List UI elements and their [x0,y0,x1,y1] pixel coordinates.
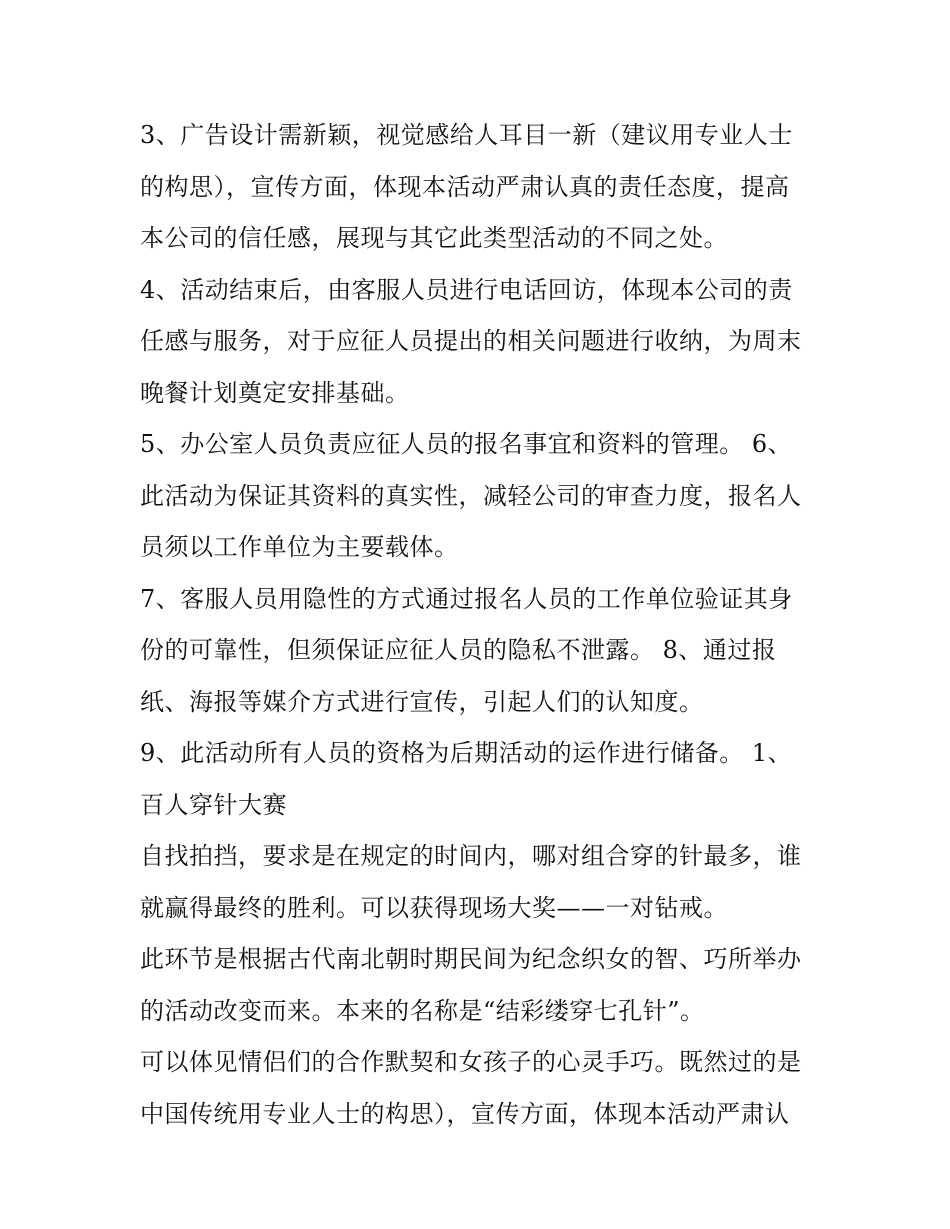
text-line: 此环节是根据古代南北朝时期民间为纪念织女的智、巧所举办 [140,945,802,973]
text-line: 纸、海报等媒介方式进行宣传，引起人们的认知度。 [140,687,704,716]
text-line: 中国传统用专业人士的构思），宣传方面，体现本活动严肃认 [140,1099,790,1128]
text-line: 员须以工作单位为主要载体。 [140,533,459,561]
text-line: 此活动为保证其资料的真实性，减轻公司的审查力度，报名人 [140,481,802,510]
text-line: 晚餐计划奠定安排基础。 [140,378,410,407]
text-line: 9、此活动所有人员的资格为后期活动的运作进行储备。 1、 [140,739,793,767]
text-line: 可以体见情侣们的合作默契和女孩子的心灵手巧。既然过的是 [140,1048,802,1076]
text-line: 3、广告设计需新颖，视觉感给人耳目一新（建议用专业人士 [140,121,793,149]
text-line: 份的可靠性，但须保证应征人员的隐私不泄露。 8、通过报 [140,636,777,664]
text-line: 7、客服人员用隐性的方式通过报名人员的工作单位验证其身 [140,584,793,613]
text-line: 自找拍挡，要求是在规定的时间内，哪对组合穿的针最多，谁 [140,842,802,870]
document-body [140,110,820,1140]
text-line: 就赢得最终的胜利。可以获得现场大奖——一对钻戒。 [140,893,728,922]
text-line: 5、办公室人员负责应征人员的报名事宜和资料的管理。 6、 [140,430,793,458]
text-line: 的活动改变而来。本来的名称是“结彩缕穿七孔针”。 [140,996,705,1025]
text-line: 百人穿针大赛 [140,790,287,819]
text-line: 本公司的信任感，展现与其它此类型活动的不同之处。 [140,224,728,252]
text-line: 的构思），宣传方面，体现本活动严肃认真的责任态度，提高 [140,172,790,201]
text-line: 4、活动结束后，由客服人员进行电话回访，体现本公司的责 [140,275,793,304]
text-line: 任感与服务，对于应征人员提出的相关问题进行收纳，为周末 [140,327,802,355]
